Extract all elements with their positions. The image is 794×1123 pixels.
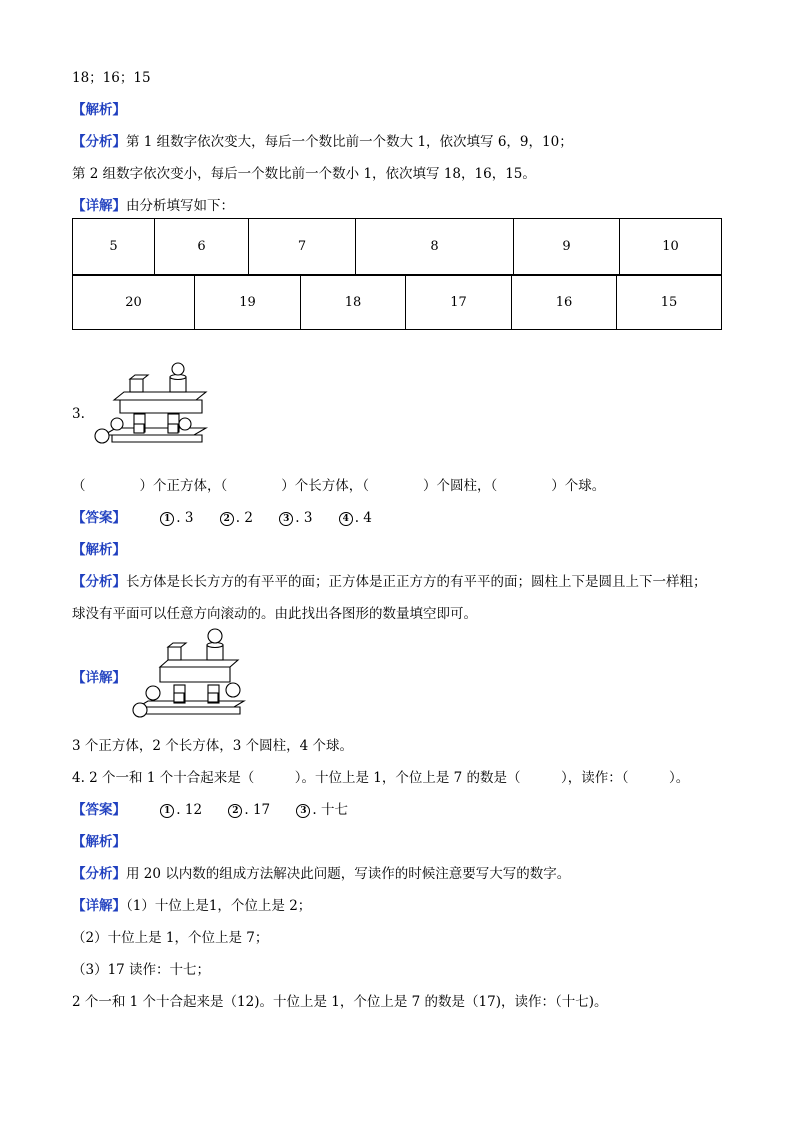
table-cell: 20 [73,276,195,330]
q2-xiangjie-text: 由分析填写如下： [126,198,234,214]
q3-fenxi [72,570,707,590]
table-cell: 7 [249,219,356,275]
q4-answer-2 [228,802,270,818]
answer-value: . 3 [176,510,194,526]
q4-conclusion: 2 个一和 1 个十合起来是（12)。十位上是 1，个位上是 7 的数是（17)，读作：（十七)。 [72,994,608,1010]
answer-value: . 十七 [312,802,349,818]
table-cell: 18 [301,276,406,330]
circled-number: 2 [220,512,234,526]
q4-step2: （2）十位上是 1，个位上是 7； [72,930,269,946]
q2-xiangjie [72,194,234,214]
circled-number: 3 [279,512,293,526]
circled-number: 4 [339,512,353,526]
table-cell: 9 [514,219,620,275]
table-cell: 16 [512,276,617,330]
table-cell: 5 [73,219,155,275]
q3-fenxi-text: 长方体是长长方方的有平平的面；正方体是正正方方的有平平的面；圆柱上下是圆且上下一样粗； [126,574,707,590]
q3-analysis-tag: 【解析】 [72,542,126,558]
q3-answer-2 [220,510,253,526]
q3-answer-1 [160,510,193,526]
q3-fenxi-tag: 【分析】 [72,574,126,590]
q3-blocks-figure [90,362,210,447]
q2-table-row1 [72,218,722,275]
q4-analysis-tag: 【解析】 [72,834,126,850]
q3-fenxi-text2: 球没有平面可以任意方向滚动的。由此找出各图形的数量填空即可。 [72,606,477,622]
q2-answer-line: 18；16；15 [72,70,151,86]
q4-answer [72,798,370,818]
q4-xiangjie [72,894,311,914]
table-cell: 19 [195,276,301,330]
table-cell: 17 [406,276,512,330]
q4-fenxi [72,862,570,882]
q4-fenxi-text: 用 20 以内数的组成方法解决此问题，写读作的时候注意要写大写的数字。 [126,866,571,882]
table-cell: 6 [155,219,249,275]
answer-value: . 17 [244,802,271,818]
q4-step1: （1）十位上是1，个位上是 2； [126,898,312,914]
q4-answer-1 [160,802,202,818]
q4-step3: （3）17 读作：十七； [72,962,211,978]
q3-number: 3. [72,406,85,422]
table-cell: 8 [356,219,514,275]
answer-value: . 2 [235,510,253,526]
q2-fenxi-text: 第 1 组数字依次变大，每后一个数比前一个数大 1，依次填写 6，9，10； [126,134,573,150]
q4-question: 4. 2 个一和 1 个十合起来是（ ）。十位上是 1，个位上是 7 的数是（ ），读作：（ ）。 [72,770,690,786]
q4-answer-tag: 【答案】 [72,802,126,818]
table-cell: 10 [620,219,722,275]
q4-fenxi-tag: 【分析】 [72,866,126,882]
q4-answer-3 [296,798,348,818]
q2-table-row2 [72,275,722,330]
circled-number: 1 [160,512,174,526]
q3-answer-4 [339,510,372,526]
q2-analysis-tag: 【解析】 [72,102,126,118]
q2-fenxi-tag: 【分析】 [72,134,126,150]
q4-xiangjie-tag: 【详解】 [72,898,126,914]
q3-question: （ ）个正方体，（ ）个长方体，（ ）个圆柱，（ ）个球。 [72,478,606,494]
answer-value: . 12 [176,802,203,818]
table-row [73,276,722,330]
q2-fenxi [72,130,573,150]
table-row [73,219,722,275]
circled-number: 2 [228,804,242,818]
q3-answer-3 [279,510,312,526]
answer-value: . 4 [354,510,372,526]
table-cell: 15 [617,276,722,330]
answer-value: . 3 [295,510,313,526]
q2-xiangjie-tag: 【详解】 [72,198,126,214]
q3-conclusion: 3 个正方体，2 个长方体，3 个圆柱，4 个球。 [72,738,354,754]
circled-number: 1 [160,804,174,818]
circled-number: 3 [296,804,310,818]
q3-answer-tag: 【答案】 [72,510,126,526]
q3-xiangjie-tag: 【详解】 [72,670,126,686]
q3-detail-figure [130,625,250,720]
q2-fenxi-text2: 第 2 组数字依次变小，每后一个数比前一个数小 1，依次填写 18，16，15。 [72,166,536,182]
q3-answer [72,506,394,526]
